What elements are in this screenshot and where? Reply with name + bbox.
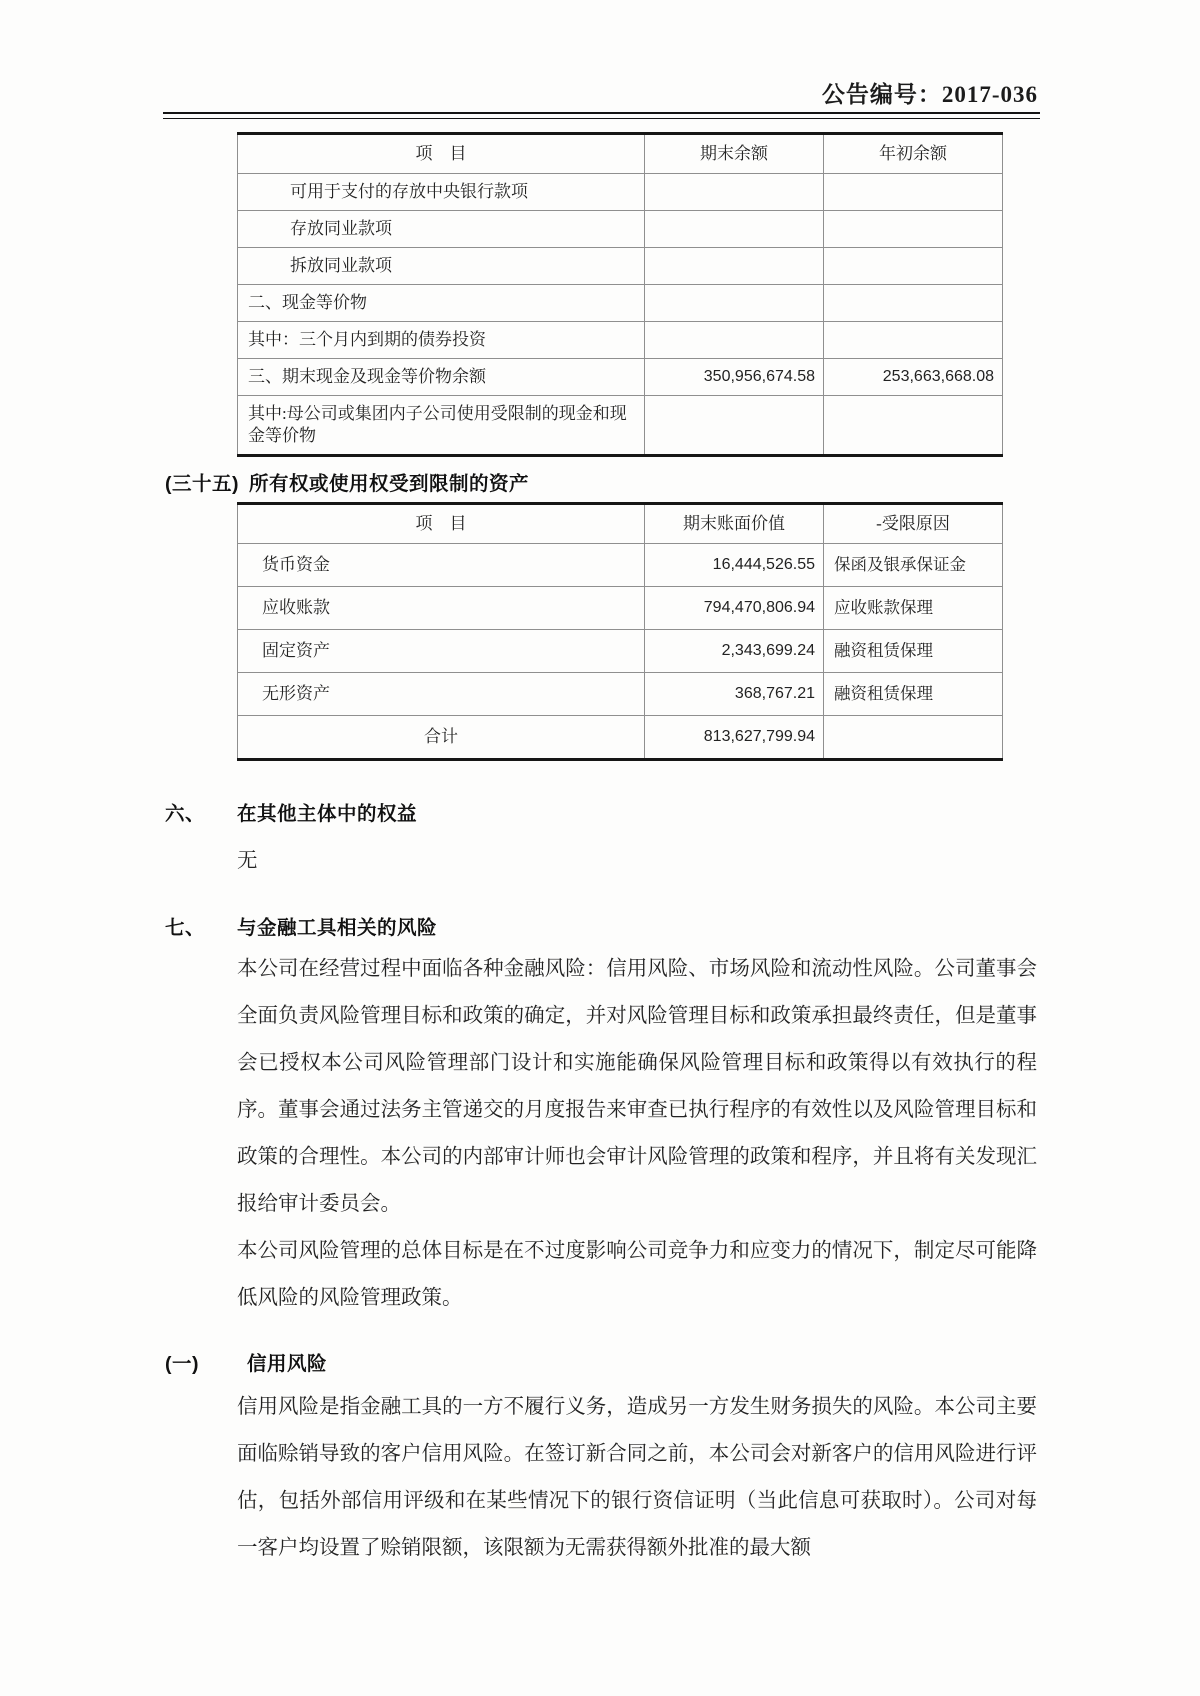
row-ending bbox=[645, 174, 824, 211]
table-row bbox=[238, 673, 1003, 716]
table-header-row bbox=[238, 134, 1003, 174]
section-35-heading bbox=[165, 468, 529, 496]
row-beginning bbox=[824, 211, 1003, 248]
total-reason bbox=[824, 716, 1003, 760]
header-restriction-reason: -受限原因 bbox=[824, 504, 1003, 544]
header-ending-balance: 期末余额 bbox=[645, 134, 824, 174]
total-label: 合计 bbox=[238, 716, 645, 760]
row-ending bbox=[645, 285, 824, 322]
section-6-heading bbox=[165, 798, 417, 826]
section-7-heading bbox=[165, 912, 437, 940]
row-ending bbox=[645, 211, 824, 248]
row-ending bbox=[645, 248, 824, 285]
table-header-row bbox=[238, 504, 1003, 544]
section-title: 信用风险 bbox=[247, 1353, 328, 1375]
credit-risk-heading bbox=[165, 1348, 327, 1376]
header-beginning-balance: 年初余额 bbox=[824, 134, 1003, 174]
header-double-rule bbox=[163, 112, 1040, 119]
row-ending: 350,956,674.58 bbox=[645, 359, 824, 396]
row-beginning: 253,663,668.08 bbox=[824, 359, 1003, 396]
header-item: 项 目 bbox=[238, 134, 645, 174]
row-item: 二、现金等价物 bbox=[238, 285, 645, 322]
section-7-paragraph-2: 本公司风险管理的总体目标是在不过度影响公司竞争力和应变力的情况下，制定尽可能降低风险的风险管理政策。 bbox=[237, 1240, 1037, 1309]
section-number: 七、 bbox=[165, 917, 206, 939]
section-title: 所有权或使用权受到限制的资产 bbox=[249, 473, 530, 495]
table-total-row bbox=[238, 716, 1003, 760]
section-title: 在其他主体中的权益 bbox=[237, 803, 418, 825]
total-carrying: 813,627,799.94 bbox=[645, 716, 824, 760]
row-item: 无形资产 bbox=[238, 673, 645, 716]
row-reason: 融资租赁保理 bbox=[824, 673, 1003, 716]
row-item: 三、期末现金及现金等价物余额 bbox=[238, 359, 645, 396]
row-item: 其中：三个月内到期的债券投资 bbox=[238, 322, 645, 359]
table-row bbox=[238, 587, 1003, 630]
row-beginning bbox=[824, 396, 1003, 456]
section-number: (一) bbox=[165, 1353, 199, 1375]
table-row bbox=[238, 630, 1003, 673]
table-row bbox=[238, 359, 1003, 396]
credit-risk-paragraph: 信用风险是指金融工具的一方不履行义务，造成另一方发生财务损失的风险。本公司主要面临赊销导致的客户信用风险。在签订新合同之前，本公司会对新客户的信用风险进行评估，包括外部信用评级和在某些情况下的银行资信证明（当此信息可获取时）。公司对每一客户均设置了赊销限额，该限额为无需获得额外批准的最大额 bbox=[237, 1396, 1037, 1559]
restricted-assets-table bbox=[237, 502, 1003, 761]
cash-equivalents-table bbox=[237, 132, 1003, 457]
row-item: 固定资产 bbox=[238, 630, 645, 673]
section-number: (三十五) bbox=[165, 473, 239, 495]
row-beginning bbox=[824, 248, 1003, 285]
section-number: 六、 bbox=[165, 803, 206, 825]
row-item: 可用于支付的存放中央银行款项 bbox=[238, 174, 645, 211]
section-7-paragraph-1: 本公司在经营过程中面临各种金融风险：信用风险、市场风险和流动性风险。公司董事会全面负责风险管理目标和政策的确定，并对风险管理目标和政策承担最终责任，但是董事会已授权本公司风险管理部门设计和实施能确保风险管理目标和政策得以有效执行的程序。董事会通过法务主管递交的月度报告来审查已执行程序的有效性以及风险管理目标和政策的合理性。本公司的内部审计师也会审计风险管理的政策和程序，并且将有关发现汇报给审计委员会。 bbox=[237, 958, 1037, 1215]
row-item: 其中:母公司或集团内子公司使用受限制的现金和现金等价物 bbox=[238, 396, 645, 456]
section-6-body: 无 bbox=[237, 850, 258, 872]
row-beginning bbox=[824, 174, 1003, 211]
table-row bbox=[238, 396, 1003, 456]
header-item: 项 目 bbox=[238, 504, 645, 544]
header-carrying-value: 期末账面价值 bbox=[645, 504, 824, 544]
row-beginning bbox=[824, 285, 1003, 322]
row-item: 存放同业款项 bbox=[238, 211, 645, 248]
row-ending bbox=[645, 322, 824, 359]
row-beginning bbox=[824, 322, 1003, 359]
announcement-number: 公告编号：2017-036 bbox=[821, 82, 1038, 107]
table-row bbox=[238, 211, 1003, 248]
row-item: 拆放同业款项 bbox=[238, 248, 645, 285]
table-row bbox=[238, 248, 1003, 285]
table-row bbox=[238, 174, 1003, 211]
row-reason: 融资租赁保理 bbox=[824, 630, 1003, 673]
row-carrying: 368,767.21 bbox=[645, 673, 824, 716]
row-carrying: 16,444,526.55 bbox=[645, 544, 824, 587]
row-reason: 应收账款保理 bbox=[824, 587, 1003, 630]
table-row bbox=[238, 285, 1003, 322]
row-carrying: 794,470,806.94 bbox=[645, 587, 824, 630]
table-row bbox=[238, 322, 1003, 359]
row-ending bbox=[645, 396, 824, 456]
row-item: 货币资金 bbox=[238, 544, 645, 587]
row-reason: 保函及银承保证金 bbox=[824, 544, 1003, 587]
table-row bbox=[238, 544, 1003, 587]
section-title: 与金融工具相关的风险 bbox=[237, 917, 438, 939]
row-carrying: 2,343,699.24 bbox=[645, 630, 824, 673]
row-item: 应收账款 bbox=[238, 587, 645, 630]
